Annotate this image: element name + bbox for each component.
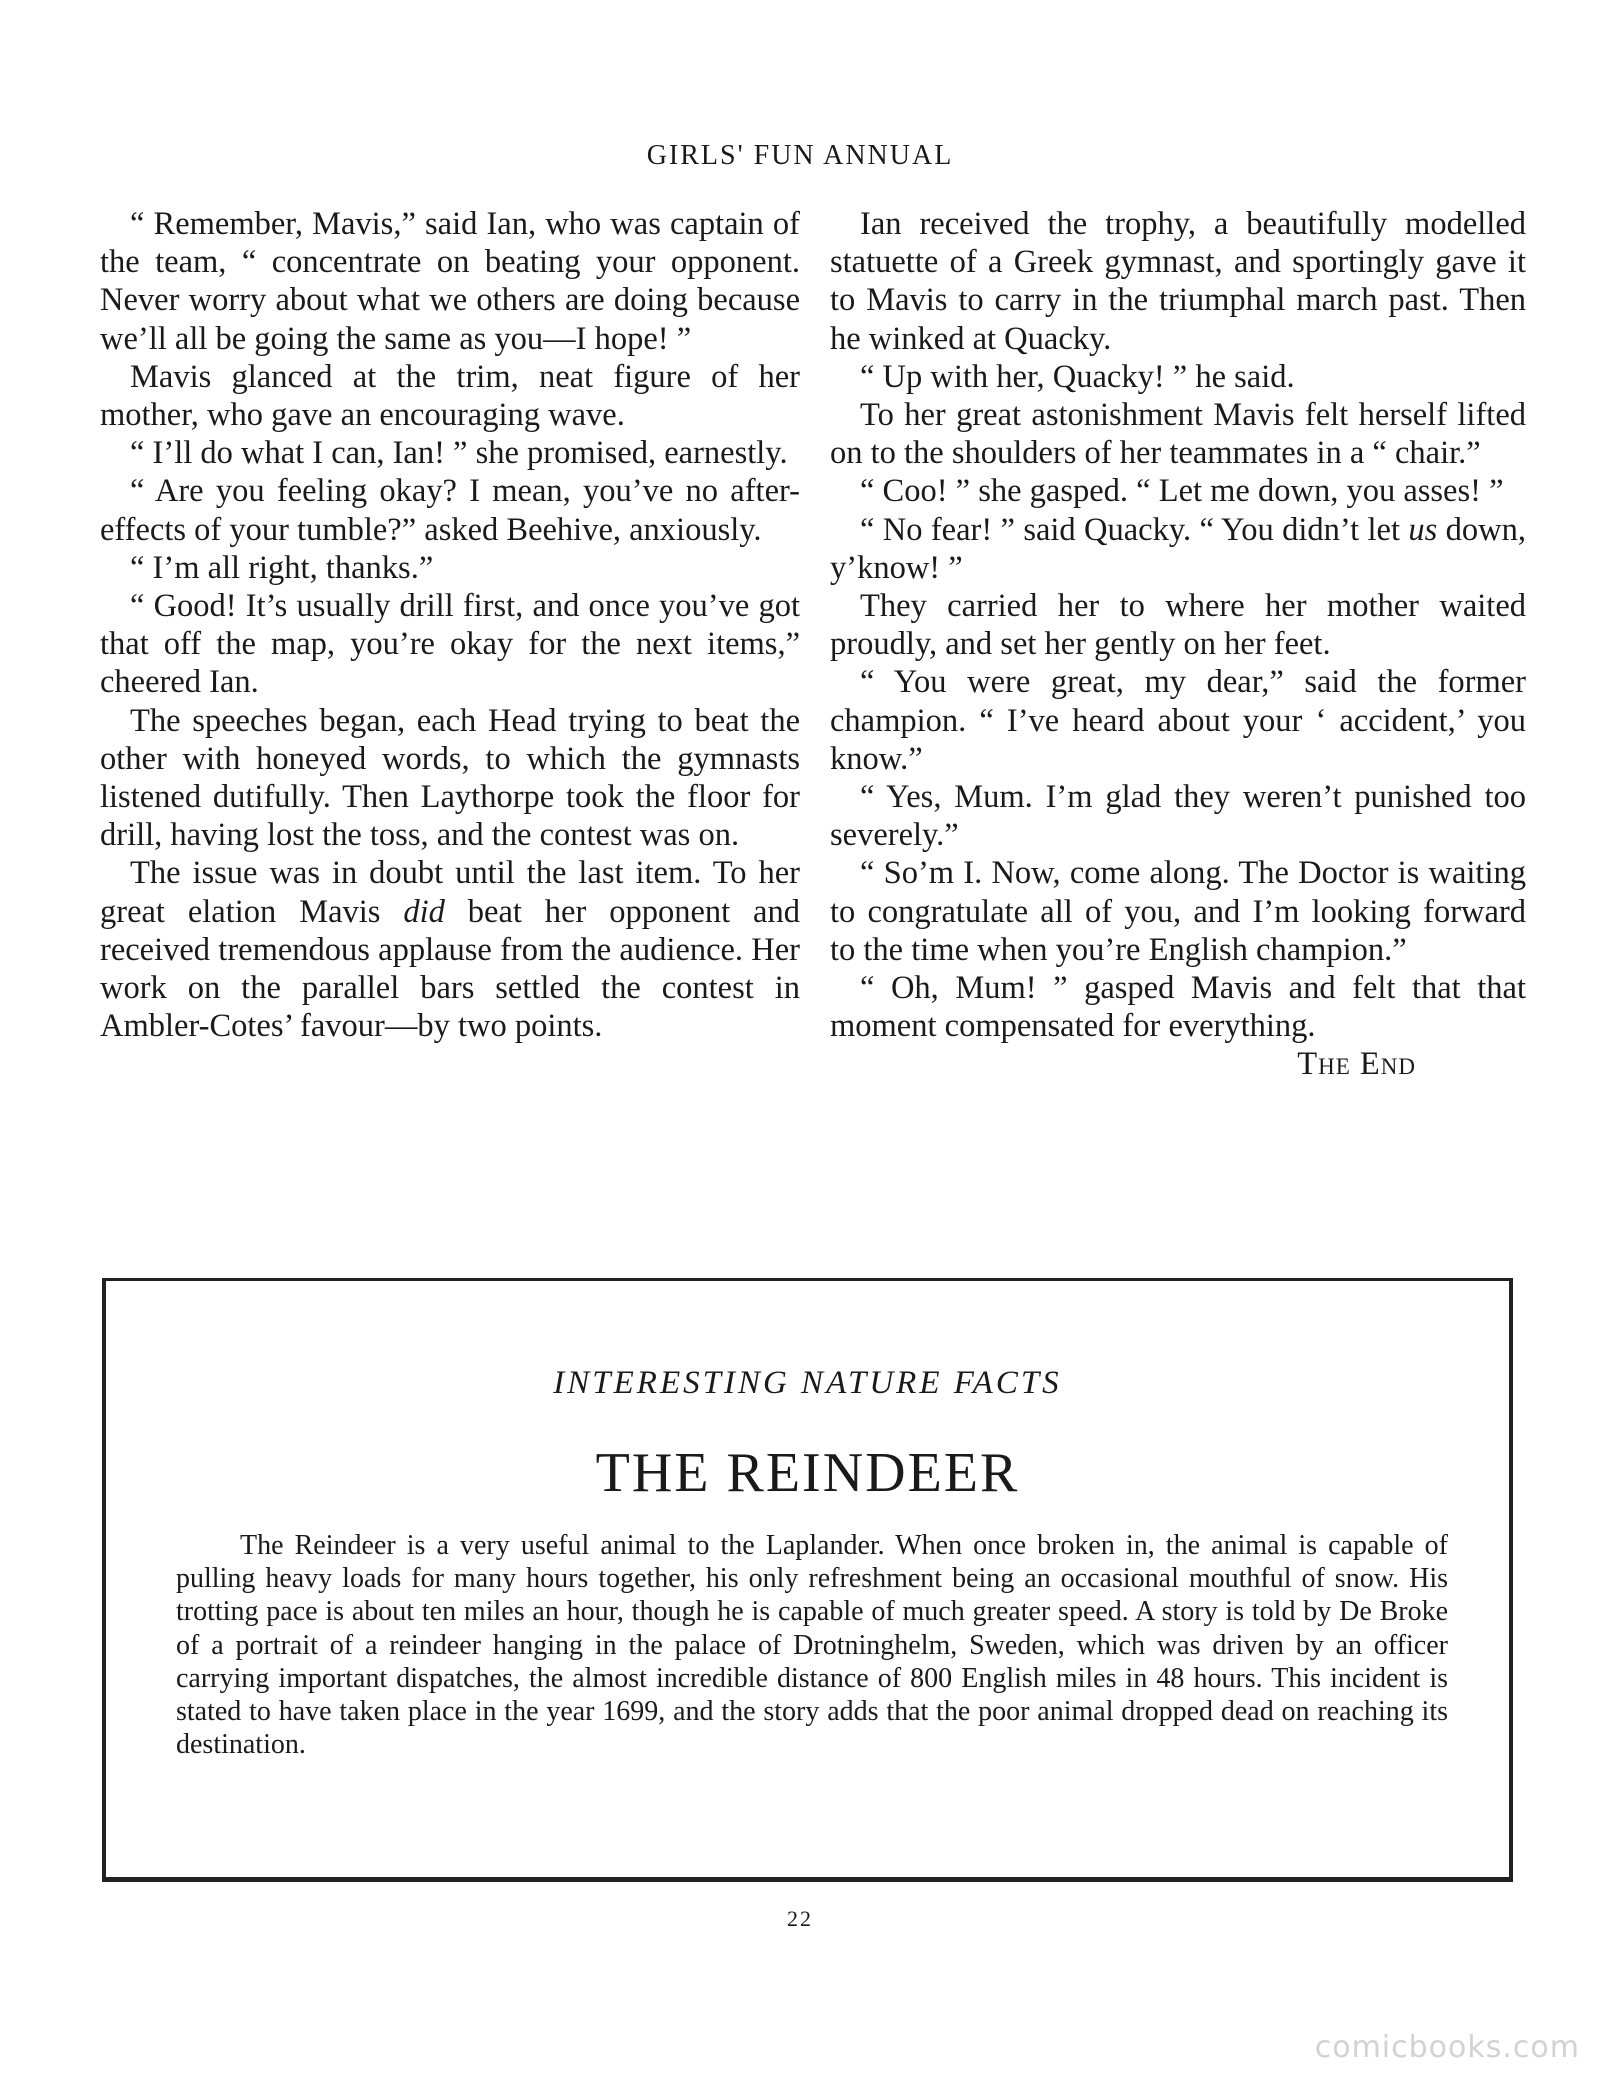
story-paragraph: The speeches began, each Head trying to beat the other with honeyed words, to which the gymnasts listened dutifully. Then Laythorpe took the floor for drill, having lost the toss, and the contest was on. <box>100 702 800 854</box>
feature-title: THE REINDEER <box>595 1442 1020 1504</box>
emphasis-text: us <box>1408 511 1438 548</box>
the-end-label: The End <box>1297 1046 1416 1083</box>
page-number: 22 <box>787 1906 813 1931</box>
watermark: comicbooks.com <box>1314 2030 1580 2065</box>
story-paragraph: “ I’ll do what I can, Ian! ” she promised, earnestly. <box>130 435 788 472</box>
story-paragraph: To her great astonishment Mavis felt herself lifted on to the shoulders of her teammates in a “ chair.” <box>830 397 1526 472</box>
feature-body: The Reindeer is a very useful animal to the Laplander. When once broken in, the animal is capable of pulling heavy loads for many hours together, his only refreshment being an occasional mouthful of snow. His trotting pace is about ten miles an hour, though he is capable of much greater speed. A story is told by De Broke of a portrait of a reindeer hanging in the palace of Drotninghelm, Sweden, which was driven by an officer carrying important dispatches, the almost incredible distance of 800 English miles in 48 hours. This incident is stated to have taken place in the year 1699, and the story adds that the poor animal dropped dead on reaching its destination. <box>176 1530 1448 1761</box>
feature-kicker: INTERESTING NATURE FACTS <box>553 1365 1062 1401</box>
paragraph-text: down, y’know! ” <box>830 511 1526 586</box>
story-paragraph: Ian received the trophy, a beautifully modelled statuette of a Greek gymnast, and sportingly gave it to Mavis to carry in the triumphal march past. Then he winked at Quacky. <box>830 206 1526 357</box>
emphasis-text: did <box>403 893 445 930</box>
story-paragraph <box>830 511 1526 587</box>
paragraph-text: The issue was in doubt until the last item. To her great elation Mavis <box>100 855 800 930</box>
story-paragraph: “ Yes, Mum. I’m glad they weren’t punished too severely.” <box>830 779 1526 854</box>
story-left-column <box>100 205 800 1045</box>
story-paragraph: “ So’m I. Now, come along. The Doctor is waiting to congratulate all of you, and I’m looking forward to the time when you’re English champion.” <box>830 855 1526 968</box>
running-head: GIRLS' FUN ANNUAL <box>646 140 954 171</box>
story-paragraph: “ Coo! ” she gasped. “ Let me down, you asses! ” <box>860 473 1504 510</box>
story-right-column <box>830 205 1526 1084</box>
story-paragraph: “ Oh, Mum! ” gasped Mavis and felt that that moment compensated for everything. <box>830 970 1526 1045</box>
story-paragraph: They carried her to where her mother waited proudly, and set her gently on her feet. <box>830 588 1526 663</box>
nature-facts-box <box>102 1278 1513 1882</box>
story-paragraph: Mavis glanced at the trim, neat figure of her mother, who gave an encouraging wave. <box>100 358 800 434</box>
story-paragraph <box>100 854 800 1045</box>
story-paragraph: “ Are you feeling okay? I mean, you’ve no after-effects of your tumble?” asked Beehive, anxiously. <box>100 473 800 548</box>
story-paragraph: “ I’m all right, thanks.” <box>130 549 434 586</box>
paragraph-text: beat her opponent and received tremendous applause from the audience. Her work on the parallel bars settled the contest in Ambler-Cotes’ favour—by two points. <box>100 893 800 1045</box>
story-paragraph: “ Up with her, Quacky! ” he said. <box>860 358 1295 395</box>
story-paragraph: “ You were great, my dear,” said the former champion. “ I’ve heard about your ‘ accident,’ you know.” <box>830 664 1526 777</box>
paragraph-text: “ No fear! ” said Quacky. “ You didn’t let <box>860 511 1409 548</box>
story-paragraph: “ Remember, Mavis,” said Ian, who was captain of the team, “ concentrate on beating your opponent. Never worry about what we others are doing because we’ll all be going the same as you—I hope! ” <box>100 206 800 357</box>
story-paragraph: “ Good! It’s usually drill first, and once you’ve got that off the map, you’re okay for the next items,” cheered Ian. <box>100 588 800 701</box>
